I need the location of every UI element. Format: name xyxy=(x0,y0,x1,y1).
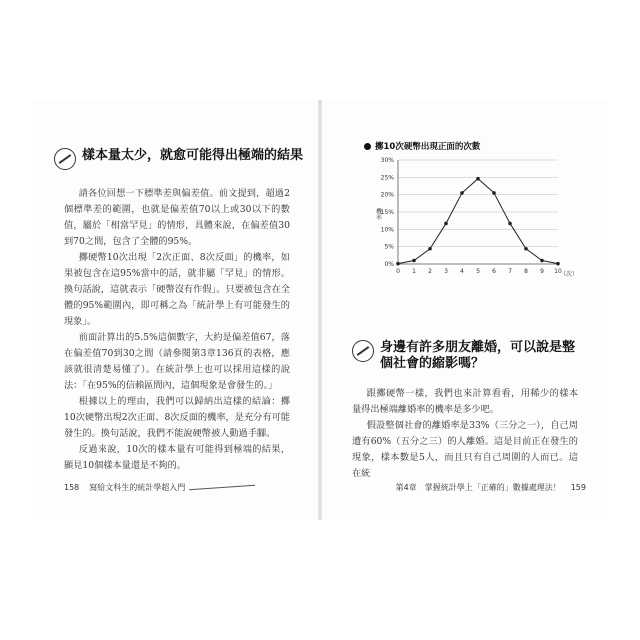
left-footer xyxy=(64,482,255,493)
right-footer xyxy=(396,482,586,493)
x-tick-label: 0 xyxy=(396,268,400,275)
y-tick-labels xyxy=(381,157,395,268)
y-tick-label: 20% xyxy=(380,191,394,199)
paragraph: 假設整個社會的離婚率是33%（三分之一），自己周遭有60%（五分之三）的人離婚。這是目前正在發生的現象，樣本數是5人，而且只有自己周圍的人而已。這在統 xyxy=(352,420,578,479)
right-body xyxy=(352,386,578,482)
y-tick-label: 15% xyxy=(380,209,394,216)
chapter-title: 第4章 掌握統計學上「正確的」數據處理法！ xyxy=(395,483,561,492)
data-point xyxy=(540,259,544,263)
left-page xyxy=(32,100,318,520)
x-tick-label: 7 xyxy=(508,268,512,275)
bullet-icon xyxy=(364,143,371,150)
page-number: 158 xyxy=(64,483,80,492)
paragraph: 請各位回想一下標準差與偏差值。前文提到，超過2個標準差的範圍，也就是偏差值70以上或30以下的數值，屬於「相當罕見」的情形，具體來說，在偏差值30到70之間，包含了全體的95%。 xyxy=(64,188,290,247)
paragraph: 擲硬幣10次出現「2次正面、8次反面」的機率，如果被包含在這95%當中的話，就非屬「罕見」的情形。換句話說，這就表示「硬幣沒有作假」。只要被包含在全體的95%範圍內，即可稱之為「統計學上有可能發生的現象」。 xyxy=(64,252,290,327)
data-point xyxy=(476,177,480,181)
chart-grid xyxy=(398,160,558,264)
right-page xyxy=(324,100,608,520)
y-tick-label: 5% xyxy=(384,243,394,251)
chart-title-text: 擲10次硬幣出現正面的次數 xyxy=(375,142,481,152)
book-title: 寫給文科生的統計學超入門 xyxy=(89,483,186,492)
signature-line xyxy=(189,485,255,491)
pen-icon xyxy=(352,340,374,362)
x-tick-label: 5 xyxy=(476,268,480,275)
data-point xyxy=(460,191,464,195)
x-tick-label: 8 xyxy=(524,268,528,275)
data-point xyxy=(444,222,448,226)
chart-title xyxy=(364,140,480,152)
book-gutter xyxy=(318,100,322,520)
series-line xyxy=(398,179,558,264)
data-point xyxy=(428,247,432,251)
data-point xyxy=(524,247,528,251)
paragraph: 跟擲硬幣一樣，我們也來計算看看，用稀少的樣本量得出極端離婚率的機率是多少吧。 xyxy=(352,388,578,415)
y-tick-label: 10% xyxy=(380,226,394,234)
x-tick-label: 1 xyxy=(412,268,416,275)
page-number: 159 xyxy=(570,483,586,492)
left-body xyxy=(64,186,290,474)
data-point xyxy=(492,191,496,195)
probability-chart xyxy=(364,152,579,287)
y-tick-label: 25% xyxy=(380,174,394,182)
left-heading xyxy=(54,148,303,170)
x-axis-label: （次） xyxy=(559,271,579,278)
right-heading-text: 身邊有許多朋友離婚，可以說是整個社會的縮影嗎？ xyxy=(380,340,576,371)
data-point xyxy=(396,262,400,266)
data-points xyxy=(396,177,560,266)
paragraph: 前面計算出的5.5%這個數字，大約是偏差值67，落在偏差值70到30之間（請參閱第3章136頁的表格，應該就很清楚易懂了）。在統計學上也可以採用這樣的說法：「在95%的信賴區間內，這個現象是會發生的。」 xyxy=(64,332,290,391)
x-tick-label: 10 xyxy=(554,268,562,275)
y-tick-label: 30% xyxy=(380,157,394,164)
x-tick-label: 4 xyxy=(460,268,464,275)
x-tick-labels xyxy=(396,268,562,275)
pen-icon xyxy=(54,148,76,170)
y-tick-label: 0% xyxy=(384,261,394,268)
y-axis-label: 機率 xyxy=(374,208,382,220)
data-point xyxy=(412,259,416,263)
x-tick-label: 9 xyxy=(540,268,544,275)
x-tick-label: 3 xyxy=(444,268,448,275)
right-heading xyxy=(352,340,582,372)
x-tick-label: 2 xyxy=(428,268,432,275)
paragraph: 根據以上的理由，我們可以歸納出這樣的結論：擲10次硬幣出現2次正面、8次反面的機率，是充分有可能發生的。換句話說，我們不能說硬幣被人動過手腳。 xyxy=(64,396,290,439)
paragraph: 反過來說，10次的樣本量有可能得到極端的結果，顯見10個樣本量還是不夠的。 xyxy=(64,444,290,471)
x-tick-label: 6 xyxy=(492,268,496,275)
data-point xyxy=(556,262,560,266)
data-point xyxy=(508,222,512,226)
left-heading-text: 樣本量太少，就愈可能得出極端的結果 xyxy=(82,148,304,163)
